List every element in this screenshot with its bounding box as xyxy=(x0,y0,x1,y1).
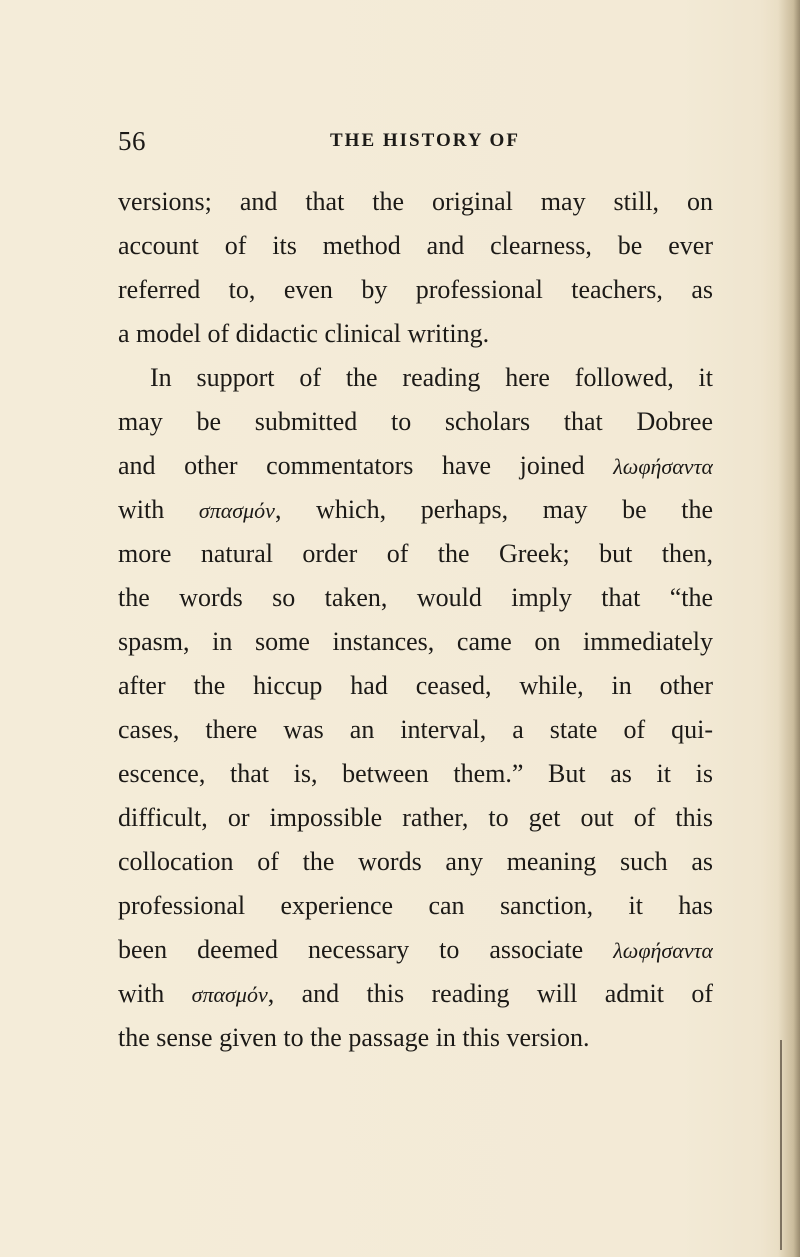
text-line: may be submitted to scholars that Dobree xyxy=(118,407,713,436)
text-line: spasm, in some instances, came on immediately xyxy=(118,627,713,656)
text-line: versions; and that the original may still, on xyxy=(118,187,713,216)
line-text-rest: , and this reading will admit of xyxy=(267,979,713,1008)
page-number: 56 xyxy=(118,126,146,156)
running-head xyxy=(118,126,708,166)
line-text: with xyxy=(118,495,165,524)
text-line: the words so taken, would imply that “the xyxy=(118,583,713,612)
greek-term: λωφήσαντα xyxy=(613,454,713,479)
text-line: the sense given to the passage in this version. xyxy=(118,1023,590,1052)
text-line: account of its method and clearness, be ever xyxy=(118,231,713,260)
greek-term: σπασμόν xyxy=(198,498,275,523)
text-line-with-greek xyxy=(118,972,713,1016)
greek-term: σπασμόν xyxy=(191,982,268,1007)
text-line: a model of didactic clinical writing. xyxy=(118,319,490,348)
text-line: more natural order of the Greek; but then, xyxy=(118,539,713,568)
line-text: been deemed necessary to associate xyxy=(118,935,584,964)
running-title: THE HISTORY OF xyxy=(330,130,520,151)
line-text: and other commentators have joined xyxy=(118,451,585,480)
line-text-rest: , which, perhaps, may be the xyxy=(274,495,713,524)
text-line-with-greek xyxy=(118,444,713,488)
text-line: professional experience can sanction, it has xyxy=(118,891,713,920)
text-line: after the hiccup had ceased, while, in other xyxy=(118,671,713,700)
line-text: with xyxy=(118,979,165,1008)
text-line-with-greek xyxy=(118,488,713,532)
page-edge-line xyxy=(780,1040,782,1250)
text-line: collocation of the words any meaning such as xyxy=(118,847,713,876)
text-line: difficult, or impossible rather, to get out of this xyxy=(118,803,713,832)
text-line-with-greek xyxy=(118,928,713,972)
body-text xyxy=(118,180,713,1060)
text-line: referred to, even by professional teachers, as xyxy=(118,275,713,304)
text-line: cases, there was an interval, a state of qui- xyxy=(118,715,713,744)
greek-term: λωφήσαντα xyxy=(613,938,713,963)
text-line: In support of the reading here followed, it xyxy=(150,363,713,392)
text-line: escence, that is, between them.” But as it is xyxy=(118,759,713,788)
